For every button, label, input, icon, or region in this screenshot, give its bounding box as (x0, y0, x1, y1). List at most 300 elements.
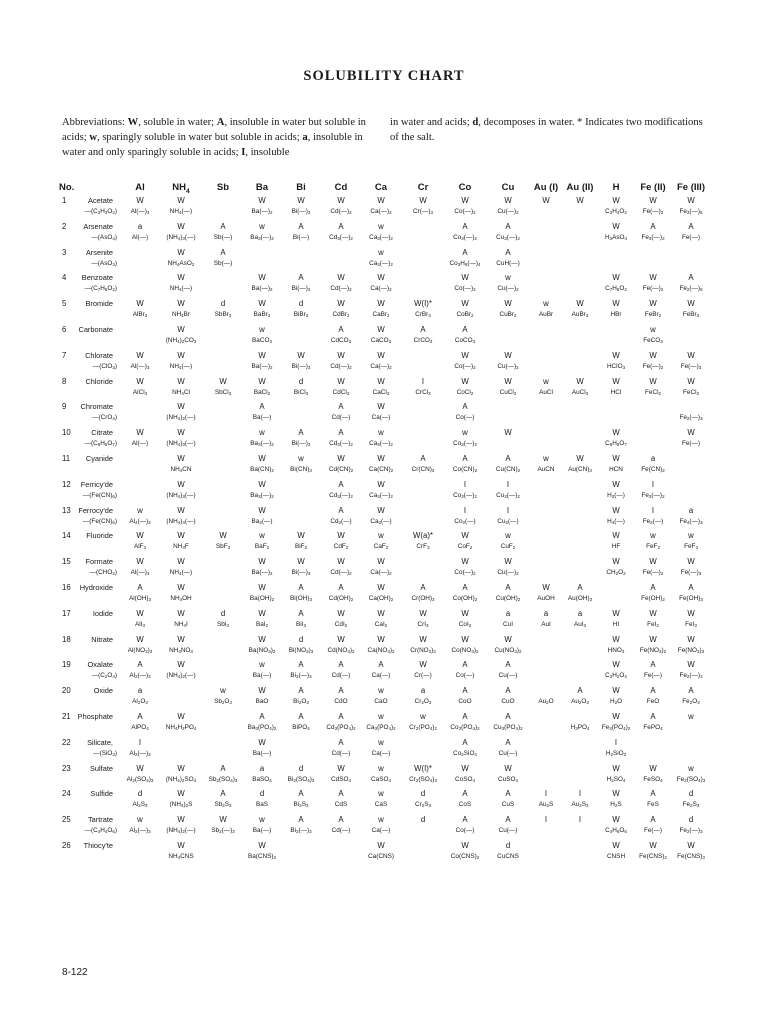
compound-formula: FeBr$_2$ (644, 311, 662, 319)
abbrev-key: W (127, 117, 139, 128)
anion-name: Chloride (85, 376, 113, 386)
anion-formula: $—(C_6H_5O_7)$ (84, 440, 117, 448)
solubility-code: A (338, 737, 344, 747)
compound-formula: $(NH_4)_2(—)$ (166, 414, 196, 422)
solubility-code: W (612, 815, 620, 825)
compound-formula: AlI$_3$ (135, 620, 145, 628)
column-header: Ba (255, 182, 269, 193)
anion-formula: —(SiO$_3$) (93, 749, 117, 757)
solubility-code: W (377, 505, 385, 515)
compound-formula: $Ba(—)_2$ (251, 285, 273, 293)
solubility-code: w (220, 686, 226, 696)
solubility-code: w (505, 273, 511, 283)
compound-formula: $Fe(CN)_2$ (641, 466, 665, 473)
compound-formula: HI (612, 620, 620, 628)
solubility-code: W (649, 763, 657, 773)
compound-formula: Cu(—) (498, 749, 518, 757)
solubility-code: W (177, 557, 185, 567)
compound-formula: $Fe(OH)_3$ (679, 595, 703, 602)
solubility-code: W (258, 608, 266, 618)
compound-formula: $Bi(CN)_3$ (290, 466, 312, 473)
compound-formula: SbI$_3$ (216, 620, 230, 628)
solubility-code: A (298, 660, 304, 670)
solubility-code: W (258, 454, 266, 463)
compound-formula: $Co_3H_6(—)_4$ (449, 259, 481, 267)
compound-formula: $Al(NO_3)_3$ (127, 646, 153, 654)
solubility-code: A (462, 325, 468, 334)
solubility-code: W (136, 531, 144, 541)
solubility-code: W (687, 660, 695, 670)
solubility-code: I (463, 505, 467, 515)
solubility-code: W (258, 634, 266, 644)
compound-formula: CdF$_2$ (333, 543, 349, 551)
solubility-code: W(a)* (413, 531, 433, 541)
abbrev-key: a (302, 132, 308, 143)
compound-formula: $Ca_3(—)_2$ (369, 491, 393, 499)
solubility-code: W (649, 350, 657, 360)
compound-formula: CuH(—) (496, 259, 520, 267)
compound-formula: AlPO$_4$ (131, 724, 149, 731)
compound-formula: AuBr (538, 311, 554, 319)
compound-formula: $Cu_3(—)_2$ (496, 491, 520, 499)
compound-formula: $Ca_3(—)_2$ (369, 259, 393, 267)
compound-formula: $Au_2S_3$ (571, 801, 589, 809)
row-number: 23 (62, 763, 71, 773)
anion-formula: $—(CHO_2)$ (89, 569, 117, 577)
anion-name: Oxide (93, 686, 113, 696)
solubility-code: A (650, 660, 656, 670)
solubility-code: A (420, 325, 426, 334)
solubility-code: W (504, 763, 512, 773)
compound-formula: BiBr$_3$ (293, 311, 309, 319)
solubility-code: W (576, 196, 584, 205)
compound-formula: $Ba_3(PO_4)_2$ (247, 724, 277, 731)
compound-formula: Ca(CNS) (368, 853, 394, 860)
row-number: 20 (62, 686, 71, 696)
compound-formula: Ca(—) (371, 827, 391, 835)
column-header: Bi (296, 182, 306, 193)
compound-formula: $Bi_2(—)_3$ (290, 827, 312, 835)
anion-formula: $—(Fe(CN)_6)$ (82, 517, 117, 525)
compound-formula: Ba(—) (252, 827, 272, 835)
compound-formula: BaCO$_3$ (252, 337, 272, 344)
compound-formula: Ba(—) (252, 672, 272, 680)
abbrev-key: A (216, 117, 225, 128)
compound-formula: $NH_4H_2PO_4$ (165, 724, 197, 731)
solubility-code: A (420, 454, 426, 463)
solubility-code: W (337, 299, 345, 309)
solubility-code: A (462, 660, 468, 670)
solubility-code: A (338, 402, 344, 412)
compound-formula: $Cu(—)_2$ (497, 362, 519, 370)
solubility-code: W (649, 557, 657, 567)
solubility-code: I (506, 479, 510, 489)
compound-formula: SbBr$_3$ (214, 311, 232, 319)
compound-formula: $Fe_2O_3$ (682, 698, 700, 706)
solubility-code: W (136, 763, 144, 773)
compound-formula: BaF$_2$ (254, 543, 270, 551)
solubility-code: A (298, 273, 304, 283)
solubility-code: A (688, 273, 694, 283)
compound-formula: $C_4H_6O_6$ (605, 827, 627, 835)
compound-formula: $Cu(—)_2$ (497, 208, 519, 215)
compound-formula: AlF$_3$ (133, 543, 147, 551)
compound-formula: $Ba(—)_2$ (251, 569, 273, 577)
solubility-code: W (177, 479, 185, 489)
solubility-code: W (177, 634, 185, 644)
compound-formula: FeS (647, 801, 659, 809)
compound-formula: CoCO$_3$ (454, 337, 476, 344)
solubility-code: W (136, 557, 144, 567)
anion-formula: —(ClO$_3$) (92, 362, 117, 370)
solubility-code: W (612, 531, 620, 541)
compound-formula: $Cu(OH)_2$ (495, 595, 521, 602)
compound-formula: CaF$_2$ (373, 543, 389, 551)
compound-formula: $C_2H_4O_2$ (605, 208, 627, 215)
row-number: 22 (62, 737, 71, 747)
compound-formula: CoS (458, 801, 472, 809)
solubility-code: W (461, 608, 469, 618)
compound-formula: $Ca_3(—)_2$ (369, 233, 393, 241)
compound-formula: CaSO$_4$ (371, 775, 391, 783)
solubility-code: W (461, 196, 469, 205)
compound-formula: $Cd(OH)_2$ (328, 595, 354, 602)
compound-formula: BaO (255, 698, 269, 706)
solubility-code: W (136, 196, 144, 205)
compound-formula: $Cu(CN)_2$ (495, 466, 521, 473)
compound-formula: Sb(—) (213, 233, 233, 241)
compound-formula: HClO$_3$ (606, 362, 626, 370)
solubility-code: W (258, 479, 266, 489)
solubility-code: W (461, 299, 469, 309)
solubility-code: w (378, 712, 384, 721)
solubility-code: W (612, 273, 620, 283)
solubility-code: a (420, 686, 426, 696)
solubility-code: w (650, 325, 656, 334)
solubility-code: A (378, 660, 384, 670)
solubility-code: W (377, 583, 385, 592)
compound-formula: $Au(CN)_3$ (568, 466, 592, 473)
anion-name: Formate (85, 557, 113, 567)
compound-formula: AuBr$_3$ (571, 311, 589, 319)
solubility-code: A (650, 221, 656, 231)
solubility-code: w (688, 531, 694, 541)
compound-formula: $Fe_3(—)_2$ (641, 233, 665, 241)
compound-formula: $Fe_2(—)$ (642, 517, 664, 525)
solubility-code: W (337, 196, 345, 205)
compound-formula: CuSO$_4$ (498, 775, 518, 783)
solubility-code: W (258, 557, 266, 567)
compound-formula: $Au_2O$ (538, 698, 554, 706)
row-number: 4 (62, 273, 67, 283)
anion-name: Benzoate (81, 273, 113, 283)
solubility-code: A (338, 428, 344, 438)
solubility-code: w (259, 660, 265, 670)
solubility-code: W (136, 350, 144, 360)
anion-formula: $—(C_2O_4)$ (91, 672, 117, 680)
compound-formula: FeCl$_2$ (645, 388, 661, 396)
compound-formula: $Al_2S_3$ (132, 801, 148, 809)
compound-formula: BaSO$_4$ (252, 775, 272, 783)
column-header: Ca (374, 182, 388, 193)
solubility-code: w (688, 712, 694, 721)
compound-formula: $HNO_3$ (607, 646, 625, 654)
solubility-code: A (298, 221, 304, 231)
compound-formula: $Cd(CN)_2$ (328, 466, 354, 473)
solubility-code: W (687, 841, 695, 850)
solubility-code: W (612, 841, 620, 850)
solubility-code: A (298, 686, 304, 696)
solubility-code: W (504, 428, 512, 438)
compound-formula: $Bi(NO_3)_3$ (288, 646, 314, 654)
solubility-code: A (462, 454, 468, 463)
column-header: Cu (501, 182, 515, 193)
compound-formula: $Fe_3(PO_4)_2$ (601, 724, 631, 731)
compound-formula: $Cu(—)_2$ (497, 285, 519, 293)
solubility-code: W (612, 221, 620, 231)
compound-formula: AlBr$_3$ (132, 311, 148, 319)
solubility-code: w (378, 428, 384, 438)
abbrev-text: in water and acids; (390, 117, 473, 128)
compound-formula: $Fe_3(—)_6$ (679, 208, 703, 215)
page-title: SOLUBILITY CHART (303, 68, 465, 84)
compound-formula: $Bi(—)_3$ (291, 285, 311, 293)
solubility-code: W (377, 196, 385, 205)
abbrev-text: Abbreviations: (62, 117, 128, 128)
solubility-code: A (338, 505, 344, 515)
solubility-code: I (578, 789, 582, 799)
compound-formula: Fe(—) (643, 672, 663, 680)
compound-formula: $Co(NO_3)_2$ (451, 646, 479, 654)
compound-formula: $(NH_4)_3(—)$ (166, 233, 196, 241)
solubility-code: W (687, 376, 695, 386)
solubility-code: W (377, 273, 385, 283)
compound-formula: BaI$_2$ (255, 620, 269, 628)
compound-formula: $Ba(CN)_2$ (250, 466, 274, 473)
solubility-code: A (462, 247, 468, 257)
compound-formula: $Ba_2(—)$ (251, 517, 273, 525)
compound-formula: $Co_3(—)_2$ (453, 491, 477, 499)
solubility-code: W (337, 557, 345, 567)
solubility-code: A (259, 712, 265, 721)
solubility-code: A (505, 221, 511, 231)
compound-formula: $Al_2(—)_3$ (129, 672, 151, 680)
anion-name: Arsenite (85, 247, 113, 257)
compound-formula: $Bi(—)_3$ (291, 208, 311, 215)
compound-formula: $NH_4AsO_2$ (167, 259, 195, 267)
compound-formula: $Fe_2S_3$ (682, 801, 700, 809)
solubility-code: W (687, 634, 695, 644)
solubility-code: d (259, 789, 265, 799)
solubility-code: A (338, 712, 344, 721)
compound-formula: $Cu(NO_3)_2$ (494, 646, 522, 654)
solubility-code: W (297, 531, 305, 541)
solubility-code: A (650, 583, 656, 592)
solubility-code: w (505, 531, 511, 541)
solubility-code: W (377, 402, 385, 412)
column-header: Co (458, 182, 472, 193)
solubility-code: W (576, 299, 584, 309)
compound-formula: $Co(—)_2$ (454, 569, 476, 577)
solubility-code: W (177, 531, 185, 541)
solubility-code: W (258, 583, 266, 592)
solubility-code: A (220, 763, 226, 773)
compound-formula: $Cr(CN)_3$ (411, 466, 435, 473)
compound-formula: $NH_4NO_3$ (169, 646, 193, 654)
abbrev-text: , insoluble (245, 147, 290, 158)
compound-formula: FeI$_2$ (647, 620, 659, 628)
solubility-code: W (258, 299, 266, 309)
compound-formula: $H_2S$ (610, 801, 622, 809)
compound-formula: $Bi_2O_3$ (293, 698, 309, 706)
compound-formula: Ca(—) (371, 672, 391, 680)
compound-formula: CuS (501, 801, 515, 809)
solubility-code: I (651, 479, 655, 489)
solubility-code: W (612, 505, 620, 515)
solubility-code: A (650, 686, 656, 696)
solubility-code: W (297, 557, 305, 567)
row-number: 6 (62, 325, 67, 334)
anion-formula: $—(Fe(CN)_6)$ (82, 491, 117, 499)
column-header: Al (135, 182, 145, 193)
solubility-code: W (612, 608, 620, 618)
solubility-code: W (258, 196, 266, 205)
solubility-code: W (377, 634, 385, 644)
compound-formula: $Ca_3(PO_4)_2$ (366, 724, 396, 731)
compound-formula: $NH_4Br$ (171, 311, 191, 319)
solubility-code: A (505, 712, 511, 721)
solubility-code: W (461, 557, 469, 567)
compound-formula: $Cd_3(PO_4)_2$ (326, 724, 356, 731)
anion-name: Silicate, (87, 737, 113, 747)
compound-formula: $Cd(—)_2$ (330, 208, 352, 215)
solubility-code: A (505, 247, 511, 257)
compound-formula: $Cr(—)_3$ (413, 208, 433, 215)
anion-formula: —(AsO$_3$) (91, 259, 117, 267)
row-number: 10 (62, 428, 71, 438)
row-number: 14 (62, 531, 71, 541)
compound-formula: $(NH_4)_3(—)$ (166, 491, 196, 499)
solubility-code: W (504, 557, 512, 567)
compound-formula: Al(—) (131, 233, 149, 241)
compound-formula: $NH_4CN$ (170, 466, 192, 473)
compound-formula: FeCl$_3$ (683, 388, 699, 396)
compound-formula: $NH_4(—)$ (169, 569, 193, 577)
solubility-code: A (298, 789, 304, 799)
anion-name: Thiocy'te (83, 841, 113, 850)
solubility-code: W (136, 608, 144, 618)
compound-formula: BiCl$_3$ (293, 388, 309, 396)
solubility-code: A (650, 789, 656, 799)
solubility-code: W (177, 376, 185, 386)
solubility-code: I (506, 505, 510, 515)
solubility-code: W (219, 815, 227, 825)
row-number: 2 (62, 221, 67, 231)
solubility-code: w (378, 763, 384, 773)
solubility-code: A (462, 789, 468, 799)
compound-formula: $Ca(NO_3)_2$ (367, 646, 395, 654)
solubility-code: W (612, 686, 620, 696)
solubility-code: d (688, 815, 694, 825)
solubility-code: W (504, 634, 512, 644)
compound-formula: $Co(CN)_2$ (452, 466, 478, 473)
compound-formula: $Cd(—)_2$ (330, 569, 352, 577)
compound-formula: HCl (610, 388, 622, 396)
compound-formula: $Sb_2(SO_4)_3$ (208, 775, 238, 783)
solubility-code: W (177, 247, 185, 257)
anion-name: Iodide (92, 608, 113, 618)
compound-formula: Cu(—) (498, 672, 518, 680)
solubility-code: d (420, 789, 426, 799)
solubility-code: W (337, 350, 345, 360)
compound-formula: CNSH (606, 853, 626, 860)
solubility-code: W (612, 789, 620, 799)
solubility-code: W (612, 299, 620, 309)
solubility-code: W (177, 428, 185, 438)
row-number: 3 (62, 247, 67, 257)
compound-formula: $Ba(NO_3)_2$ (248, 646, 276, 654)
compound-formula: $NH_4Cl$ (172, 388, 190, 396)
compound-formula: $Fe(CNS)_2$ (639, 853, 667, 860)
compound-formula: $Cr_2(SO_4)_3$ (409, 775, 437, 783)
anion-name: Chromate (80, 402, 113, 412)
compound-formula: $Ba_3(—)_2$ (250, 440, 274, 448)
anion-formula: —(CrO$_4$) (92, 414, 117, 422)
compound-formula: BiF$_3$ (294, 543, 308, 551)
anion-name: Sulfide (90, 789, 113, 799)
solubility-code: W (612, 350, 620, 360)
compound-formula: BaS (255, 801, 269, 809)
compound-formula: CdSO$_4$ (331, 775, 351, 783)
solubility-code: W (177, 273, 185, 283)
solubility-code: A (298, 815, 304, 825)
compound-formula: CuO (501, 698, 515, 706)
compound-formula: HF (611, 543, 621, 551)
solubility-code: W (337, 608, 345, 618)
solubility-code: W (612, 763, 620, 773)
compound-formula: $Bi(—)_3$ (291, 569, 311, 577)
compound-formula: $Fe(—)_2$ (642, 285, 664, 293)
solubility-code: d (298, 634, 304, 644)
compound-formula: CuI (503, 620, 513, 628)
solubility-code: W (258, 350, 266, 360)
solubility-code: A (462, 221, 468, 231)
anion-name: Arsenate (83, 221, 113, 231)
anion-name: Nitrate (91, 634, 113, 644)
column-header-no: No. (59, 182, 75, 193)
compound-formula: $Cd(—)_2$ (330, 362, 352, 370)
compound-formula: Fe(—) (643, 827, 663, 835)
solubility-code: I (421, 376, 425, 386)
solubility-code: w (259, 428, 265, 438)
solubility-code: A (650, 712, 656, 721)
solubility-code: W (219, 531, 227, 541)
solubility-code: W (177, 454, 185, 463)
compound-formula: CdS (334, 801, 348, 809)
compound-formula: $Cu_2(—)$ (497, 517, 519, 525)
abbrev-key: w (89, 132, 98, 143)
compound-formula: BiPO$_4$ (292, 724, 310, 731)
solubility-code: a (650, 454, 656, 463)
anion-formula: —(AsO$_4$) (91, 233, 117, 241)
solubility-code: W (612, 376, 620, 386)
compound-formula: $Ba(—)_2$ (251, 362, 273, 370)
row-number: 26 (62, 841, 71, 850)
compound-formula: Cu(—) (498, 827, 518, 835)
solubility-code: A (505, 583, 511, 592)
solubility-code: A (298, 428, 304, 438)
solubility-code: d (298, 763, 304, 773)
